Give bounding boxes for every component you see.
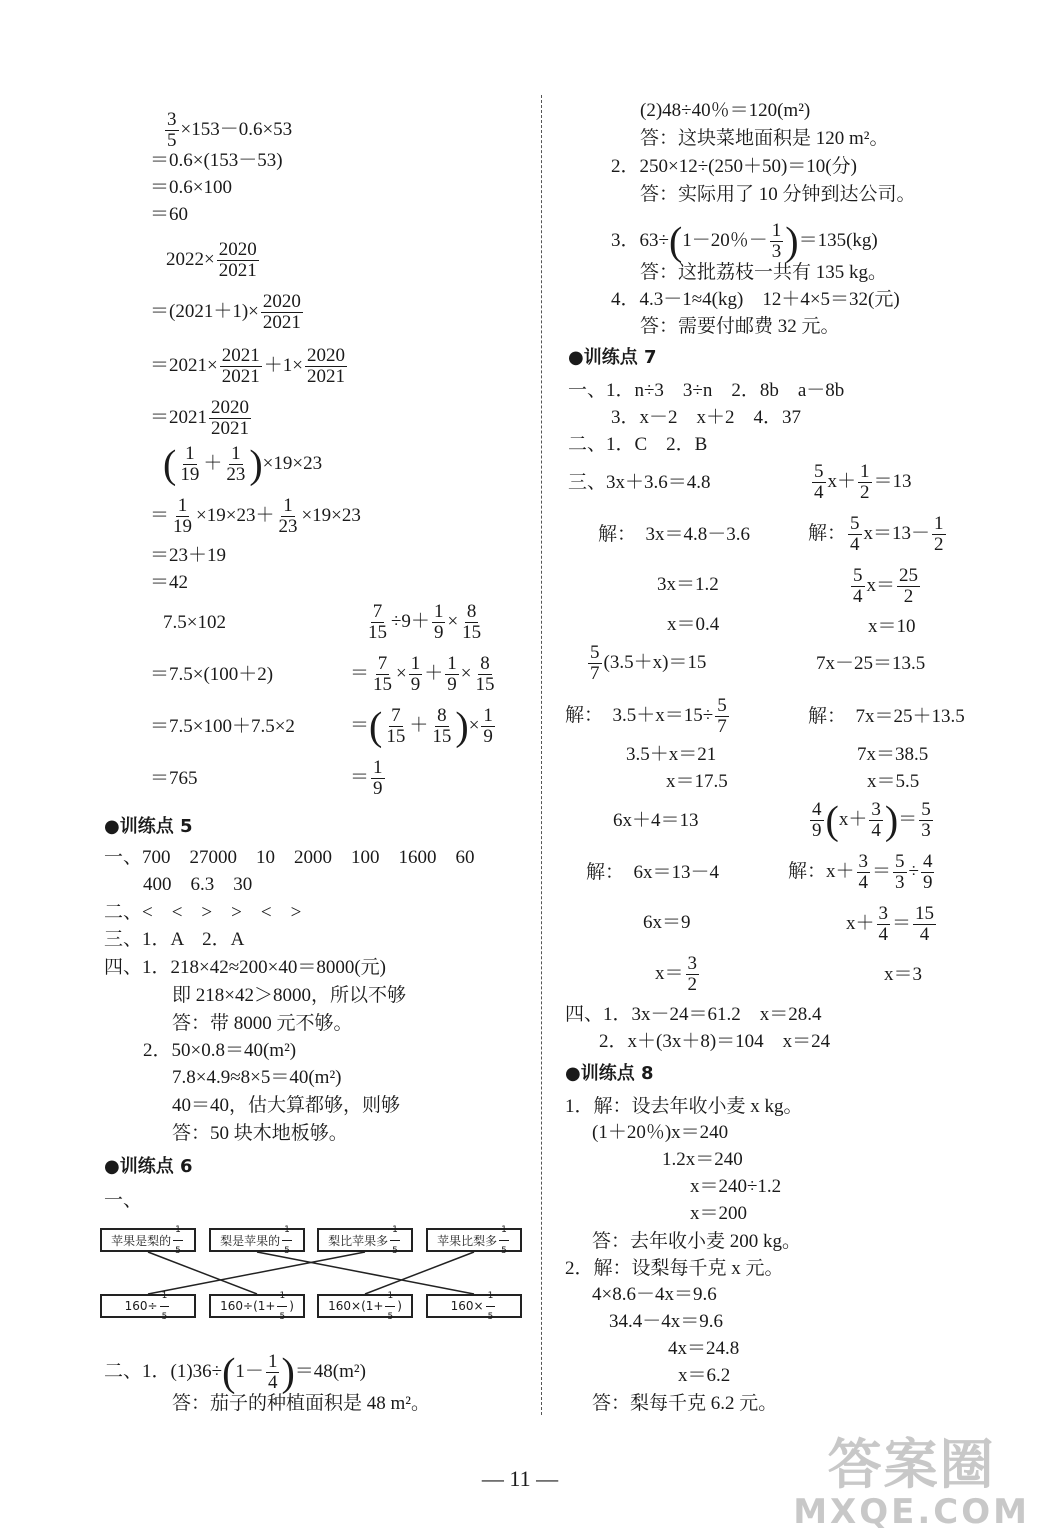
section-title-tp8: ●训练点 8	[565, 1063, 654, 1084]
fraction: $\frac{1}{4}$	[267, 1351, 278, 1393]
tp5-s2: 二、< < > > < >	[104, 902, 302, 923]
tp7-s2: 二、1．C 2．B	[568, 434, 708, 455]
eq2-b: 解： $\frac{5}{4}$ x＝13－ $\frac{1}{2}$	[808, 513, 944, 555]
fraction: $\frac{2020}{2021}$	[262, 291, 301, 333]
r1: (2)48÷40％＝120(m²)	[640, 100, 811, 121]
fraction: $\frac{2020}{2021}$	[218, 239, 257, 281]
tp5-s4e: 7.8×4.9≈8×5＝40(m²)	[172, 1067, 342, 1088]
fraction: $\frac{1}{2}$	[860, 461, 870, 503]
fraction: $\frac{5}{4}$	[853, 565, 863, 607]
eq4-c: 7x＝38.5	[857, 744, 929, 765]
fraction: $\frac{1}{3}$	[771, 220, 782, 262]
fraction: $\frac{4}{9}$	[812, 799, 822, 841]
eq1-a: 三、3x＋3.6＝4.8	[568, 472, 711, 493]
tp8-a6: 答：去年收小麦 200 kg。	[592, 1231, 802, 1252]
eq3-b: 解： 3.5＋x＝15÷ $\frac{5}{7}$	[565, 695, 727, 737]
tp7-s1a: 一、1．n÷3 3÷n 2．8b a－8b	[568, 380, 845, 401]
fraction: $\frac{5}{3}$	[921, 799, 931, 841]
match-box-top-1: 苹果是梨的 $\frac{1}{5}$	[100, 1228, 196, 1252]
tp8-b1: 2．解：设梨每千克 x 元。	[565, 1258, 784, 1279]
match-line	[148, 1252, 257, 1294]
calc2-line0: 2022× $\frac{2020}{2021}$	[166, 239, 257, 281]
eq2-c: $\frac{5}{4}$ x＝ $\frac{25}{2}$	[853, 565, 919, 607]
tp7-s4a: 四、1．3x－24＝61.2 x＝28.4	[565, 1004, 822, 1025]
fraction: $\frac{3}{4}$	[878, 903, 889, 945]
tp6-s2a: 二、1．(1)36÷(1－ $\frac{1}{4}$ )＝48(m²)	[104, 1349, 366, 1395]
eq5-b: 解： 6x＝13－4	[586, 862, 720, 883]
fraction: $\frac{1}{23}$	[226, 443, 246, 485]
calc3-line2: ＝23＋19	[150, 545, 227, 566]
fraction: $\frac{5}{7}$	[717, 695, 727, 737]
r8: 答：需要付邮费 32 元。	[640, 316, 840, 337]
calc1-line0: $\frac{3}{5}$ ×153－0.6×53	[167, 109, 293, 151]
eq4-d: x＝5.5	[867, 771, 920, 792]
tp7-s1b: 3．x－2 x＋2 4．37	[611, 407, 802, 428]
tp5-s4b: 即 218×42＞8000，所以不够	[172, 985, 406, 1006]
watermark-line1: 答案圈	[827, 1433, 996, 1496]
fraction: $\frac{1}{19}$	[173, 495, 193, 537]
tp8-b4: 4x＝24.8	[668, 1338, 740, 1359]
calc4b-line0: $\frac{7}{15}$ ÷9＋ $\frac{1}{9}$ × $\frac{8}{15}$	[368, 601, 482, 643]
fraction: $\frac{1}{9}$	[433, 601, 444, 643]
tp5-s4f: 40＝40，估大算都够，则够	[172, 1095, 401, 1116]
fraction: $\frac{2020}{2021}$	[211, 397, 250, 439]
calc4a-line1: ＝7.5×(100＋2)	[150, 664, 274, 685]
eq5-a: 6x＋4＝13	[613, 810, 699, 831]
match-box-top-4: 苹果比梨多 $\frac{1}{5}$	[426, 1228, 522, 1252]
eq6-d: x＝3	[884, 964, 923, 985]
match-line	[257, 1252, 474, 1294]
fraction: $\frac{1}{2}$	[934, 513, 944, 555]
fraction: $\frac{3}{4}$	[858, 851, 869, 893]
calc4a-line3: ＝765	[150, 768, 198, 789]
fraction: $\frac{7}{15}$	[368, 601, 387, 643]
r5: 3．63÷(1－20％－ $\frac{1}{3}$ )＝135(kg)	[611, 218, 878, 264]
eq1-d: x＝0.4	[667, 614, 720, 635]
tp5-s4d: 2．50×0.8＝40(m²)	[143, 1040, 297, 1061]
fraction: $\frac{2020}{2021}$	[306, 345, 345, 387]
calc3-line3: ＝42	[150, 572, 189, 593]
match-box-bottom-4: 160× $\frac{1}{5}$	[426, 1294, 522, 1318]
calc4a-line2: ＝7.5×100＋7.5×2	[150, 716, 295, 737]
calc2-line3: ＝2021 $\frac{2020}{2021}$	[150, 397, 250, 439]
tp5-s1b: 400 6.3 30	[143, 874, 253, 895]
fraction: $\frac{1}{9}$	[410, 653, 421, 695]
tp5-s1a: 一、700 27000 10 2000 100 1600 60	[104, 847, 475, 868]
tp8-a5: x＝200	[690, 1203, 748, 1224]
fraction: $\frac{3}{2}$	[687, 953, 698, 995]
calc2-line1: ＝(2021＋1)× $\frac{2020}{2021}$	[150, 291, 301, 333]
eq3-d: x＝17.5	[666, 771, 728, 792]
fraction: $\frac{2021}{2021}$	[221, 345, 260, 387]
fraction: $\frac{5}{7}$	[590, 642, 600, 684]
fraction: $\frac{8}{15}$	[462, 601, 482, 643]
match-line	[148, 1252, 365, 1294]
calc1-line1: ＝0.6×(153－53)	[150, 150, 283, 171]
r2: 答：这块菜地面积是 120 m²。	[640, 128, 889, 149]
match-box-bottom-2: 160÷(1+ $\frac{1}{5}$ )	[209, 1294, 305, 1318]
tp8-a4: x＝240÷1.2	[690, 1176, 782, 1197]
calc4a-line0: 7.5×102	[163, 612, 226, 633]
tp8-a2: (1＋20％)x＝240	[592, 1122, 729, 1143]
eq2-d: x＝10	[868, 616, 916, 637]
fraction: $\frac{4}{9}$	[922, 851, 933, 893]
eq6-b: 解：x＋ $\frac{3}{4}$ ＝ $\frac{5}{3}$ ÷ $\frac{4}{9}$	[788, 851, 933, 893]
fraction: $\frac{5}{4}$	[850, 513, 860, 555]
watermark-line2: MXQE.COM	[793, 1492, 1030, 1532]
fraction: $\frac{25}{2}$	[899, 565, 919, 607]
calc3-line0: ( $\frac{1}{19}$ ＋ $\frac{1}{23}$ )×19×23	[163, 441, 323, 487]
match-box-bottom-3: 160×(1+ $\frac{1}{5}$ )	[317, 1294, 413, 1318]
r7: 4．4.3－1≈4(kg) 12＋4×5＝32(元)	[611, 289, 900, 310]
eq4-b: 解： 7x＝25＋13.5	[808, 706, 965, 727]
calc3-line1: ＝ $\frac{1}{19}$ ×19×23＋ $\frac{1}{23}$ ×19×23	[150, 495, 361, 537]
tp6-s1: 一、	[104, 1190, 143, 1211]
calc4b-line3: ＝ $\frac{1}{9}$	[350, 757, 383, 799]
eq2-a: $\frac{5}{4}$ x＋ $\frac{1}{2}$ ＝13	[814, 461, 912, 503]
tp6-s2d: 答：茄子的种植面积是 48 m²。	[172, 1393, 430, 1414]
match-box-top-3: 梨比苹果多 $\frac{1}{5}$	[317, 1228, 413, 1252]
fraction: $\frac{5}{4}$	[814, 461, 824, 503]
calc2-line2: ＝2021× $\frac{2021}{2021}$ ＋1× $\frac{2020}{2021}$	[150, 345, 345, 387]
eq1-c: 3x＝1.2	[657, 574, 719, 595]
eq6-a: $\frac{4}{9}$ (x＋ $\frac{3}{4}$ )＝ $\frac{5}{3}$	[812, 797, 931, 843]
tp8-a1: 1．解：设去年收小麦 x kg。	[565, 1096, 803, 1117]
tp5-s4g: 答：50 块木地板够。	[172, 1123, 348, 1144]
fraction: $\frac{5}{3}$	[895, 851, 905, 893]
eq3-a: $\frac{5}{7}$ (3.5＋x)＝15	[590, 642, 707, 684]
fraction: $\frac{1}{9}$	[373, 757, 383, 799]
tp5-s3: 三、1．A 2．A	[104, 929, 245, 950]
tp8-b3: 34.4－4x＝9.6	[609, 1311, 724, 1332]
calc4b-line1: ＝ $\frac{7}{15}$ × $\frac{1}{9}$ ＋ $\frac{1}{9}$ × $\frac{8}{15}$	[350, 653, 495, 695]
fraction: $\frac{15}{4}$	[915, 903, 935, 945]
match-box-bottom-1: 160÷ $\frac{1}{5}$	[100, 1294, 196, 1318]
fraction: $\frac{1}{9}$	[447, 653, 457, 695]
tp8-b5: x＝6.2	[678, 1365, 731, 1386]
page-number: — 11 —	[481, 1466, 559, 1491]
eq3-c: 3.5＋x＝21	[626, 744, 717, 765]
fraction: $\frac{1}{19}$	[180, 443, 200, 485]
tp8-b2: 4×8.6－4x＝9.6	[592, 1284, 717, 1305]
tp5-s4c: 答：带 8000 元不够。	[172, 1013, 353, 1034]
tp7-s4b: 2．x＋(3x＋8)＝104 x＝24	[599, 1031, 831, 1052]
match-box-top-2: 梨是苹果的 $\frac{1}{5}$	[209, 1228, 305, 1252]
section-title-tp7: ●训练点 7	[568, 347, 657, 368]
fraction: $\frac{7}{15}$	[386, 705, 406, 747]
tp5-s4a: 四、1．218×42≈200×40＝8000(元)	[104, 957, 387, 978]
section-title-tp5: ●训练点 5	[104, 816, 193, 837]
fraction: $\frac{8}{15}$	[432, 705, 452, 747]
r6: 答：这批荔枝一共有 135 kg。	[640, 262, 888, 283]
watermark-logo	[793, 1433, 1030, 1532]
match-line	[365, 1252, 474, 1294]
eq5-d: x＝ $\frac{3}{2}$	[655, 953, 698, 995]
eq6-c: x＋ $\frac{3}{4}$ ＝ $\frac{15}{4}$	[846, 903, 935, 945]
eq4-a: 7x－25＝13.5	[816, 653, 926, 674]
tp8-a3: 1.2x＝240	[662, 1149, 743, 1170]
section-title-tp6: ●训练点 6	[104, 1156, 193, 1177]
calc1-line2: ＝0.6×100	[150, 177, 232, 198]
fraction: $\frac{8}{15}$	[475, 653, 495, 695]
eq5-c: 6x＝9	[643, 912, 691, 933]
fraction: $\frac{7}{15}$	[373, 653, 393, 695]
fraction: $\frac{3}{5}$	[167, 109, 177, 151]
r4: 答：实际用了 10 分钟到达公司。	[640, 184, 916, 205]
r3: 2．250×12÷(250＋50)＝10(分)	[611, 156, 857, 177]
tp8-b6: 答：梨每千克 6.2 元。	[592, 1393, 778, 1414]
eq1-b: 解： 3x＝4.8－3.6	[598, 524, 751, 545]
fraction: $\frac{3}{4}$	[871, 799, 881, 841]
fraction: $\frac{1}{23}$	[278, 495, 298, 537]
fraction: $\frac{1}{9}$	[483, 705, 493, 747]
calc4b-line2: ＝( $\frac{7}{15}$ ＋ $\frac{8}{15}$ )× $\frac{1}{9}$	[350, 703, 493, 749]
calc1-line3: ＝60	[150, 204, 189, 225]
